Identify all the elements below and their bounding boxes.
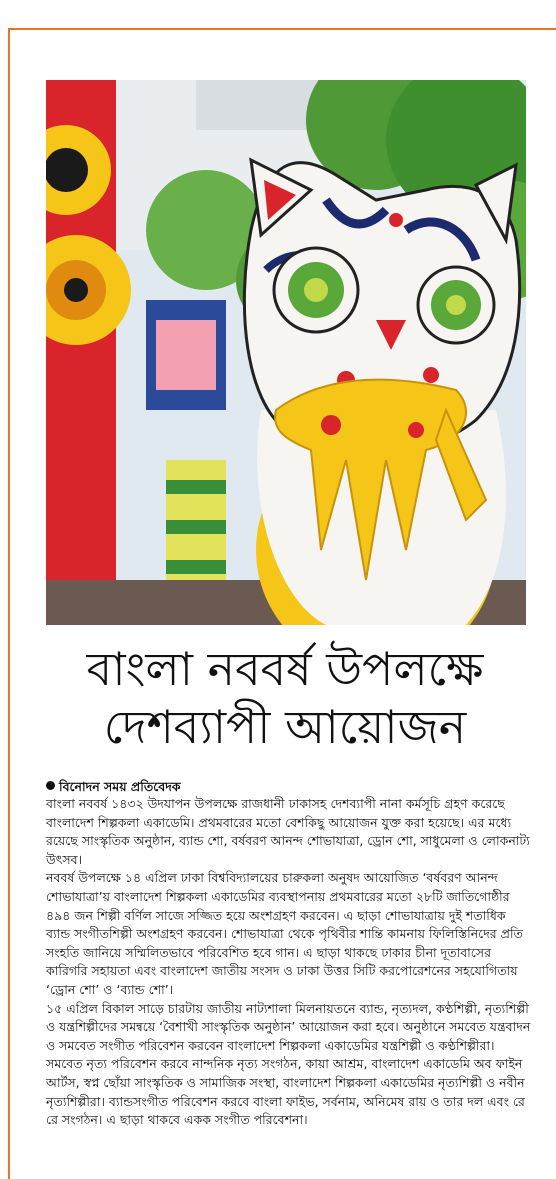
byline <box>46 779 181 795</box>
article-paragraph: নববর্ষ উপলক্ষে ১৪ এপ্রিল ঢাকা বিশ্ববিদ্যালয়ের চারুকলা অনুষদ আয়োজিত ‘বর্ষবরণ আনন্দ শোভাযাত্রা’য় বাংলাদেশ শিল্পকলা একাডেমির ব্যবস্থাপনায় প্রথমবারের মতো ২৮টি জাতিগোষ্ঠীর ৪৯৪ জন শিল্পী বর্ণিল সাজে সজ্জিত হয়ে অংশগ্রহণ করবেন। এ ছাড়া শোভাযাত্রায় দুই শতাধিক ব্যান্ড সংগীতশিল্পী অংশগ্রহণ করবেন। শোভাযাত্রা থেকে পৃথিবীর শান্তি কামনায় ফিলিস্তিনিদের প্রতি সংহতি জানিয়ে সম্মিলিতভাবে পরিবেশিত হবে গান। এ ছাড়া থাকছে ঢাকার চীনা দূতাবাসের কারিগরি সহায়তা এবং বাংলাদেশ জাতীয় সংসদ ও ঢাকা উত্তর সিটি করপোরেশনের সহযোগিতায় ‘ড্রোন শো’ ও ‘ব্যান্ড শো’। <box>46 870 523 997</box>
frame-top-border <box>8 28 556 30</box>
article-body <box>46 795 532 1130</box>
article-photo <box>46 80 526 625</box>
headline-line-1: বাংলা নববর্ষ উপলক্ষে <box>86 642 484 696</box>
frame-left-border <box>8 28 10 1179</box>
byline-text: বিনোদন সময় প্রতিবেদক <box>59 779 181 794</box>
headline <box>30 640 540 756</box>
article-paragraph: বাংলা নববর্ষ ১৪৩২ উদযাপন উপলক্ষে রাজধানী ঢাকাসহ দেশব্যাপী নানা কর্মসূচি গ্রহণ করেছে বাংলাদেশ শিল্পকলা একাডেমি। প্রথমবারের মতো বেশকিছু আয়োজন যুক্ত করা হয়েছে। এর মধ্যে রয়েছে সাংস্কৃতিক অনুষ্ঠান, ব্যান্ড শো, বর্ষবরণ আনন্দ শোভাযাত্রা, ড্রোন শো, সাধুমেলা ও লোকনাট্য উৎসব। <box>46 796 530 867</box>
article-paragraph: ১৫ এপ্রিল বিকাল সাড়ে চারটায় জাতীয় নাট্যশালা মিলনায়তনে ব্যান্ড, নৃত্যদল, কণ্ঠশিল্পী, নৃত্যশিল্পী ও যন্ত্রশিল্পীদের সমন্বয়ে ‘বৈশাখী সাংস্কৃতিক অনুষ্ঠান’ আয়োজন করা হবে। অনুষ্ঠানে সমবেত যন্ত্রবাদন ও সমবেত সংগীত পরিবেশন করবেন বাংলাদেশ শিল্পকলা একাডেমির যন্ত্রশিল্পী ও কণ্ঠশিল্পীরা। সমবেত নৃত্য পরিবেশন করবে নান্দনিক নৃত্য সংগঠন, কায়া আশ্রম, বাংলাদেশ একাডেমি অব ফাইন আর্টস, স্বপ্ন ছোঁয়া সাংস্কৃতিক ও সামাজিক সংস্থা, বাংলাদেশ শিল্পকলা একাডেমির নৃত্যশিল্পী ও নবীন নৃত্যশিল্পীরা। ব্যান্ডসংগীত পরিবেশন করবে বাংলা ফাইভ, সর্বনাম, অনিমেষ রায় ও তার দল এবং রে রে সংগঠন। এ ছাড়া থাকবে একক সংগীত পরিবেশনা। <box>46 1000 531 1128</box>
bullet-icon <box>46 781 55 790</box>
headline-line-2: দেশব্যাপী আয়োজন <box>103 700 467 754</box>
